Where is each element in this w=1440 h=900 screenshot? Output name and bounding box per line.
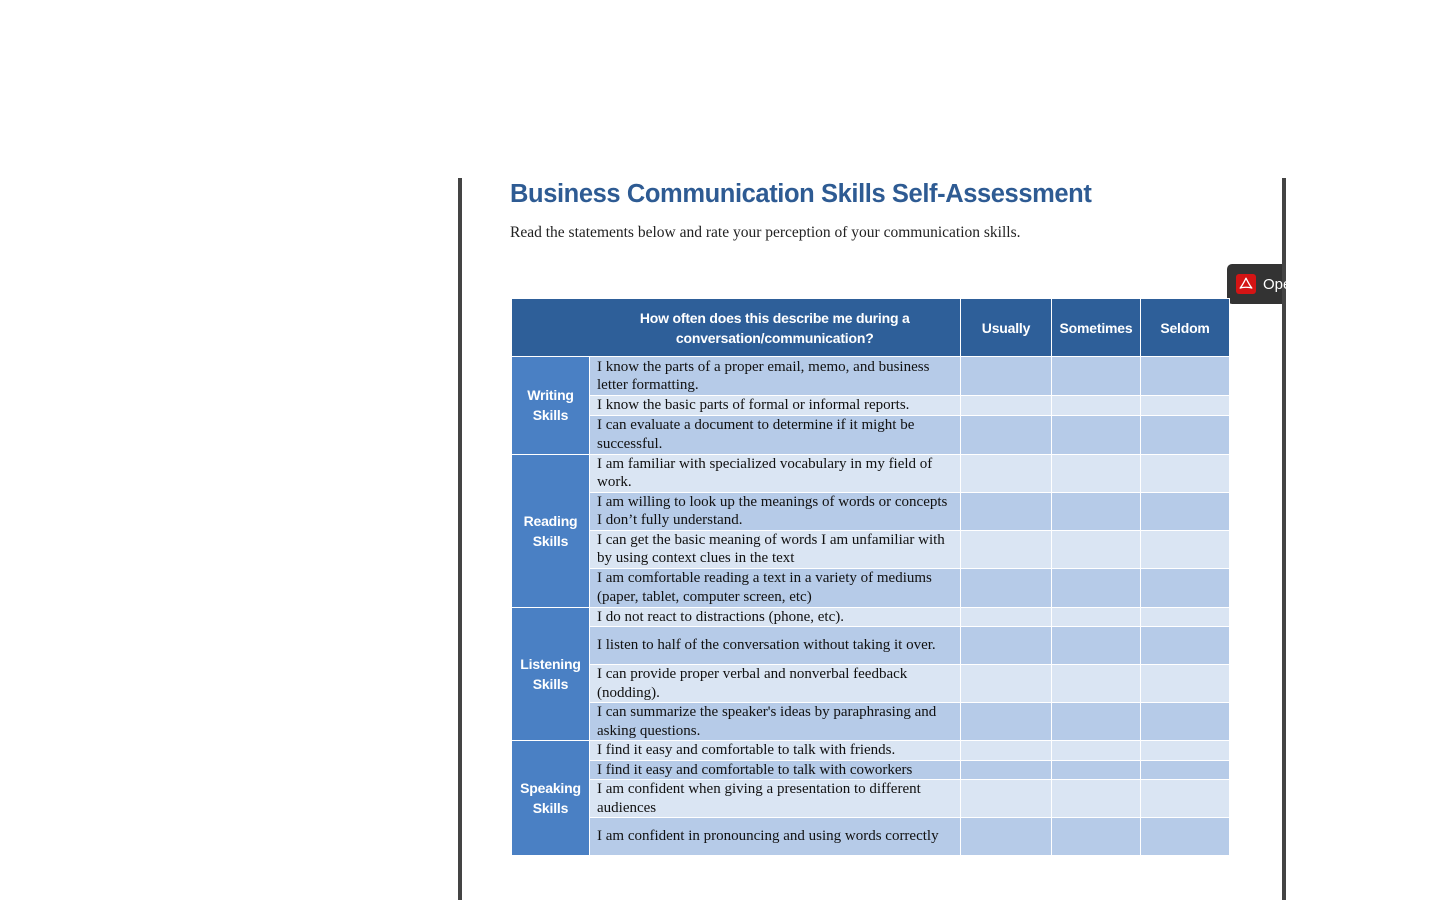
rating-cell-sometimes[interactable]: [1052, 492, 1141, 530]
rating-cell-sometimes[interactable]: [1052, 568, 1141, 607]
table-header-row: [512, 299, 1230, 357]
column-header-usually: Usually: [961, 299, 1052, 357]
group-label-line-1: Reading: [523, 512, 578, 529]
rating-cell-usually[interactable]: [961, 568, 1052, 607]
rating-cell-sometimes[interactable]: [1052, 703, 1141, 741]
column-header-sometimes: Sometimes: [1052, 299, 1141, 357]
rating-cell-usually[interactable]: [961, 607, 1052, 627]
group-label-writing: [512, 357, 590, 455]
rating-cell-sometimes[interactable]: [1052, 396, 1141, 416]
group-label-speaking: [512, 741, 590, 856]
group-label-reading: [512, 454, 590, 607]
rating-cell-sometimes[interactable]: [1052, 760, 1141, 780]
statement-text: I can provide proper verbal and nonverbal feedback (nodding).: [590, 665, 961, 703]
rating-cell-usually[interactable]: [961, 703, 1052, 741]
rating-cell-seldom[interactable]: [1141, 568, 1230, 607]
rating-cell-usually[interactable]: [961, 415, 1052, 454]
rating-cell-usually[interactable]: [961, 818, 1052, 856]
statement-text: I find it easy and comfortable to talk with friends.: [590, 741, 961, 761]
statement-text: I am confident in pronouncing and using words correctly: [590, 818, 961, 856]
group-label-line-2: Skills: [532, 675, 569, 692]
rating-cell-seldom[interactable]: [1141, 741, 1230, 761]
group-label-line-1: Speaking: [520, 780, 581, 796]
rating-cell-sometimes[interactable]: [1052, 607, 1141, 627]
question-header-line-2: conversation/communication?: [675, 329, 874, 346]
statement-text: I do not react to distractions (phone, etc).: [590, 607, 961, 627]
rating-cell-seldom[interactable]: [1141, 530, 1230, 568]
adobe-pdf-icon: [1236, 274, 1256, 294]
rating-cell-seldom[interactable]: [1141, 703, 1230, 741]
table-row: [512, 530, 1230, 568]
rating-cell-usually[interactable]: [961, 530, 1052, 568]
question-header-line-1: How often does this describe me during a: [639, 309, 910, 326]
rating-cell-seldom[interactable]: [1141, 454, 1230, 492]
rating-cell-seldom[interactable]: [1141, 627, 1230, 665]
table-row: [512, 703, 1230, 741]
rating-cell-usually[interactable]: [961, 741, 1052, 761]
statement-text: I am willing to look up the meanings of words or concepts I don’t fully understand.: [590, 492, 961, 530]
rating-cell-usually[interactable]: [961, 396, 1052, 416]
table-row: [512, 780, 1230, 818]
rating-cell-usually[interactable]: [961, 627, 1052, 665]
rating-cell-seldom[interactable]: [1141, 818, 1230, 856]
group-label-line-2: Skills: [532, 800, 569, 816]
statement-text: I can get the basic meaning of words I am unfamiliar with by using context clues in the text: [590, 530, 961, 568]
table-row: [512, 627, 1230, 665]
table-row: [512, 454, 1230, 492]
statement-text: I find it easy and comfortable to talk with coworkers: [590, 760, 961, 780]
rating-cell-usually[interactable]: [961, 665, 1052, 703]
table-row: [512, 741, 1230, 761]
rating-cell-sometimes[interactable]: [1052, 415, 1141, 454]
open-pdf-label: Open: [1263, 275, 1300, 293]
rating-cell-usually[interactable]: [961, 760, 1052, 780]
group-label-line-1: Listening: [520, 655, 581, 672]
rating-cell-seldom[interactable]: [1141, 665, 1230, 703]
statement-text: I can summarize the speaker's ideas by paraphrasing and asking questions.: [590, 703, 961, 741]
rating-cell-sometimes[interactable]: [1052, 780, 1141, 818]
group-label-line-2: Skills: [532, 532, 569, 549]
table-row: [512, 492, 1230, 530]
rating-cell-seldom[interactable]: [1141, 415, 1230, 454]
statement-text: I am comfortable reading a text in a variety of mediums (paper, tablet, computer screen, etc): [590, 568, 961, 607]
rating-cell-seldom[interactable]: [1141, 357, 1230, 396]
rating-cell-sometimes[interactable]: [1052, 454, 1141, 492]
document-title: Business Communication Skills Self-Assessment: [510, 180, 1092, 208]
rating-cell-sometimes[interactable]: [1052, 530, 1141, 568]
statement-text: I know the basic parts of formal or informal reports.: [590, 396, 961, 416]
rating-cell-sometimes[interactable]: [1052, 357, 1141, 396]
column-header-seldom: Seldom: [1141, 299, 1230, 357]
group-label-listening: [512, 607, 590, 741]
table-row: [512, 396, 1230, 416]
statement-text: I am confident when giving a presentation to different audiences: [590, 780, 961, 818]
table-row: [512, 665, 1230, 703]
rating-cell-seldom[interactable]: [1141, 780, 1230, 818]
statement-text: I know the parts of a proper email, memo, and business letter formatting.: [590, 357, 961, 396]
rating-cell-sometimes[interactable]: [1052, 665, 1141, 703]
table-row: [512, 415, 1230, 454]
rating-cell-usually[interactable]: [961, 454, 1052, 492]
table-row: [512, 818, 1230, 856]
table-row: [512, 357, 1230, 396]
statement-text: I listen to half of the conversation without taking it over.: [590, 627, 961, 665]
rating-cell-seldom[interactable]: [1141, 492, 1230, 530]
rating-cell-seldom[interactable]: [1141, 396, 1230, 416]
question-column-header: [590, 299, 961, 357]
rating-cell-seldom[interactable]: [1141, 607, 1230, 627]
open-pdf-button[interactable]: [1227, 264, 1300, 304]
table-row: [512, 607, 1230, 627]
table-row: [512, 568, 1230, 607]
rating-cell-sometimes[interactable]: [1052, 818, 1141, 856]
table-row: [512, 760, 1230, 780]
rating-cell-usually[interactable]: [961, 357, 1052, 396]
self-assessment-table: [511, 298, 1230, 856]
rating-cell-seldom[interactable]: [1141, 760, 1230, 780]
rating-cell-sometimes[interactable]: [1052, 741, 1141, 761]
document-page: [458, 178, 1300, 900]
group-label-line-2: Skills: [532, 407, 569, 424]
header-corner-cell: [512, 299, 590, 357]
statement-text: I can evaluate a document to determine if it might be successful.: [590, 415, 961, 454]
group-label-line-1: Writing: [527, 387, 574, 404]
rating-cell-sometimes[interactable]: [1052, 627, 1141, 665]
rating-cell-usually[interactable]: [961, 780, 1052, 818]
rating-cell-usually[interactable]: [961, 492, 1052, 530]
table-body: [512, 357, 1230, 856]
document-intro: Read the statements below and rate your perception of your communication skills.: [510, 224, 1021, 241]
statement-text: I am familiar with specialized vocabulary in my field of work.: [590, 454, 961, 492]
